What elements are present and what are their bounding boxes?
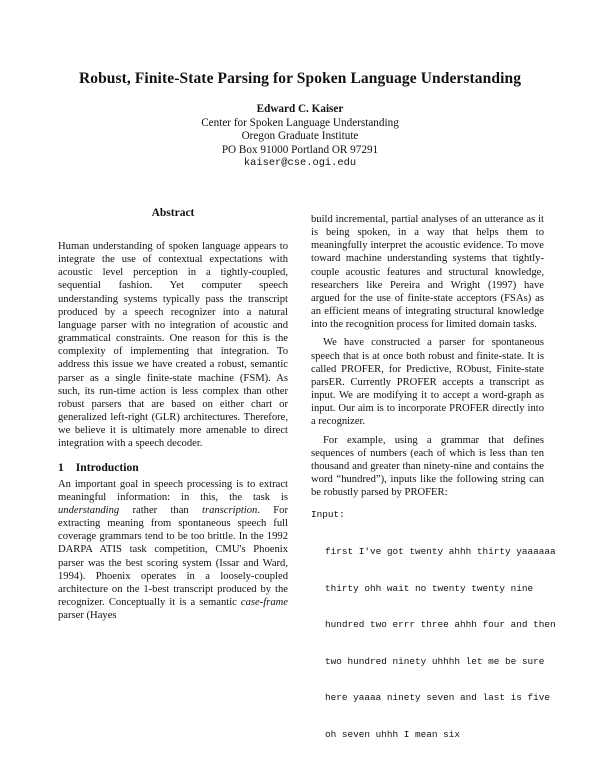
- left-column: [58, 240, 288, 622]
- emphasis-understanding: understanding: [58, 504, 120, 516]
- code-input-block: [325, 521, 556, 765]
- code-line: thirty ohh wait no twenty twenty nine: [325, 582, 534, 594]
- section-title: Introduction: [75, 460, 139, 474]
- paragraph-example: For example, using a grammar that defines sequences of numbers (each of which is less than ten thousand and greater than ninety-nine and contains the word “hundred”), inputs like the following string can be robustly parsed by PROFER:: [311, 434, 544, 499]
- author-address: PO Box 91000 Portland OR 97291: [221, 143, 379, 156]
- code-line: first I've got twenty ahhh thirty yaaaaaa: [325, 545, 556, 557]
- introduction-paragraph: An important goal in speech processing is to extract meaningful information: in this, the task is understanding rather than transcription. For extracting meaning from spontaneous speech full coverage grammars tend to be too brittle. In the 1992 DARPA ATIS task competition, CMU's Phoenix parser was the best scoring system (Issar and Ward, 1994). Phoenix operates in a loosely-coupled architecture on the 1-best transcript produced by the recognizer. Conceptually it is a semantic case-frame parser (Hayes: [58, 478, 288, 622]
- code-line: here yaaaa ninety seven and last is five: [325, 692, 551, 704]
- author-affiliation: Center for Spoken Language Understanding: [201, 116, 399, 129]
- emphasis-case-frame: case-frame: [240, 597, 288, 609]
- abstract-text: Human understanding of spoken language appears to integrate the use of contextual expectations with acoustic level perception in a tightly-coupled, sequential fashion. Yet computer speech understanding systems typically pass the transcript produced by a speech recognizer into a natural language parser with no integration of acoustic and grammatical constraints. One reason for this is the complexity of implementing that integration. To address this issue we have created a robust, semantic parser as a single finite-state machine (FSM). As such, its run-time action is less complex than other robust parsers that are based on either chart or generalized left-right (GLR) architectures. Therefore, we believe it is ultimately more amenable to direct integration with a speech decoder.: [58, 241, 288, 450]
- section-number: 1: [58, 460, 64, 474]
- author-email: kaiser@cse.ogi.edu: [243, 157, 357, 170]
- paragraph-continued: build incremental, partial analyses of an utterance as it is being spoken, in a way that helps them to meaningfully interpret the acoustic evidence. To move toward machine understanding systems that tightly-couple acoustic features and structural knowledge, researchers like Pereira and Wright (1997) have argued for the use of finite-state acceptors (FSAs) as an efficient means of integrating structural knowledge into the recognition process for limited domain tasks.: [311, 214, 544, 331]
- paragraph-profer: We have constructed a parser for spontaneous speech that is at once both robust and finite-state. It is called PROFER, for Predictive, RObust, Finite-state parsER. Currently PROFER accepts a transcript as input. We are modifying it to accept a word-graph as input. Our aim is to incorporate PROFER directly into a recognizer.: [311, 337, 544, 428]
- author-block: [0, 103, 600, 171]
- author-institute: Oregon Graduate Institute: [241, 130, 359, 143]
- code-line: oh seven uhhh I mean six: [325, 728, 461, 740]
- code-input-label: Input:: [311, 509, 345, 521]
- abstract-heading: Abstract: [151, 207, 195, 219]
- section-heading-introduction: [58, 461, 288, 474]
- emphasis-transcription: transcription: [202, 504, 258, 516]
- code-line: hundred two errr three ahhh four and then: [325, 619, 556, 631]
- author-name: Edward C. Kaiser: [256, 103, 344, 115]
- right-column: [311, 213, 556, 766]
- paper-title: Robust, Finite-State Parsing for Spoken Language Understanding: [78, 70, 522, 87]
- code-line: two hundred ninety uhhhh let me be sure: [325, 655, 545, 667]
